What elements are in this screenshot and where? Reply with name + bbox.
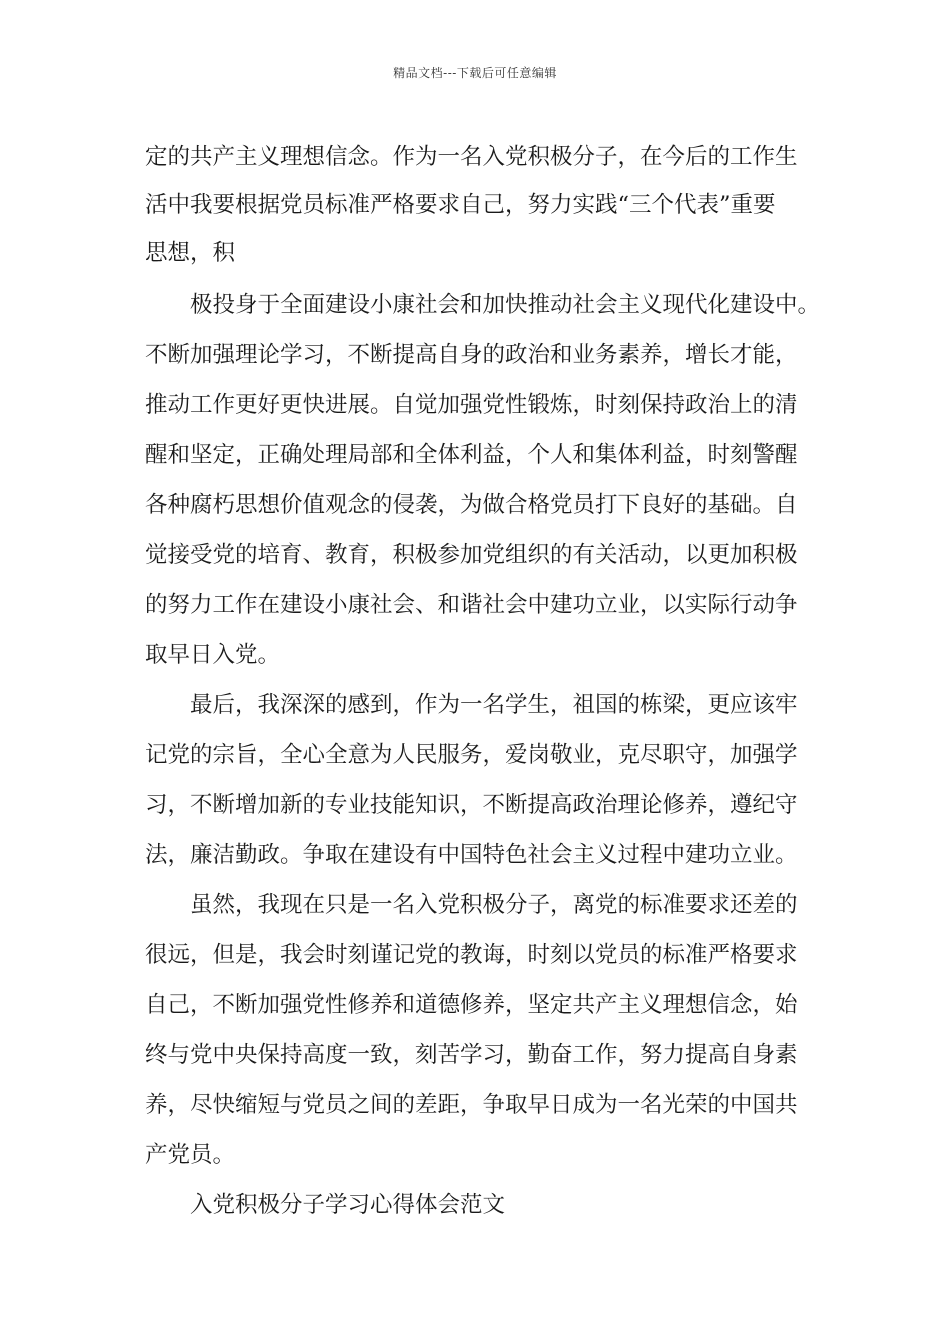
text-line: 终与党中央保持高度一致，刻苦学习，勤奋工作，努力提高自身素 [145, 1042, 798, 1068]
text-line: 各种腐朽思想价值观念的侵袭，为做合格党员打下良好的基础。自 [145, 492, 798, 518]
text-line: 习，不断增加新的专业技能知识，不断提高政治理论修养，遵纪守 [145, 792, 798, 818]
text-line: 不断加强理论学习，不断提高自身的政治和业务素养，增长才能， [145, 342, 798, 368]
text-line: 很远，但是，我会时刻谨记党的教诲，时刻以党员的标准严格要求 [145, 942, 798, 968]
text-line: 法，廉洁勤政。争取在建设有中国特色社会主义过程中建功立业。 [145, 842, 798, 868]
text-line: 取早日入党。 [145, 642, 281, 668]
text-line: 醒和坚定，正确处理局部和全体利益，个人和集体利益，时刻警醒 [145, 442, 798, 468]
text-line: 定的共产主义理想信念。作为一名入党积极分子，在今后的工作生 [145, 144, 798, 170]
text-line: 产党员。 [145, 1142, 236, 1168]
text-line: 的努力工作在建设小康社会、和谐社会中建功立业，以实际行动争 [145, 592, 798, 618]
section-title: 入党积极分子学习心得体会范文 [190, 1192, 506, 1218]
text-line: 思想，积 [145, 240, 236, 266]
text-line: 养，尽快缩短与党员之间的差距，争取早日成为一名光荣的中国共 [145, 1092, 798, 1118]
text-line: 记党的宗旨，全心全意为人民服务，爱岗敬业，克尽职守，加强学 [145, 742, 798, 768]
paragraph-first-line: 虽然，我现在只是一名入党积极分子，离党的标准要求还差的 [190, 892, 798, 918]
text-line: 活中我要根据党员标准严格要求自己，努力实践“三个代表”重要 [145, 192, 776, 218]
paragraph-first-line: 最后，我深深的感到，作为一名学生，祖国的栋梁，更应该牢 [190, 692, 798, 718]
text-line: 自己，不断加强党性修养和道德修养，坚定共产主义理想信念，始 [145, 992, 798, 1018]
text-line: 觉接受党的培育、教育，积极参加党组织的有关活动，以更加积极 [145, 542, 798, 568]
text-line: 推动工作更好更快进展。自觉加强党性锻炼，时刻保持政治上的清 [145, 392, 798, 418]
paragraph-first-line: 极投身于全面建设小康社会和加快推动社会主义现代化建设中。 [190, 292, 821, 318]
page-header: 精品文档---下载后可任意编辑 [393, 66, 557, 80]
